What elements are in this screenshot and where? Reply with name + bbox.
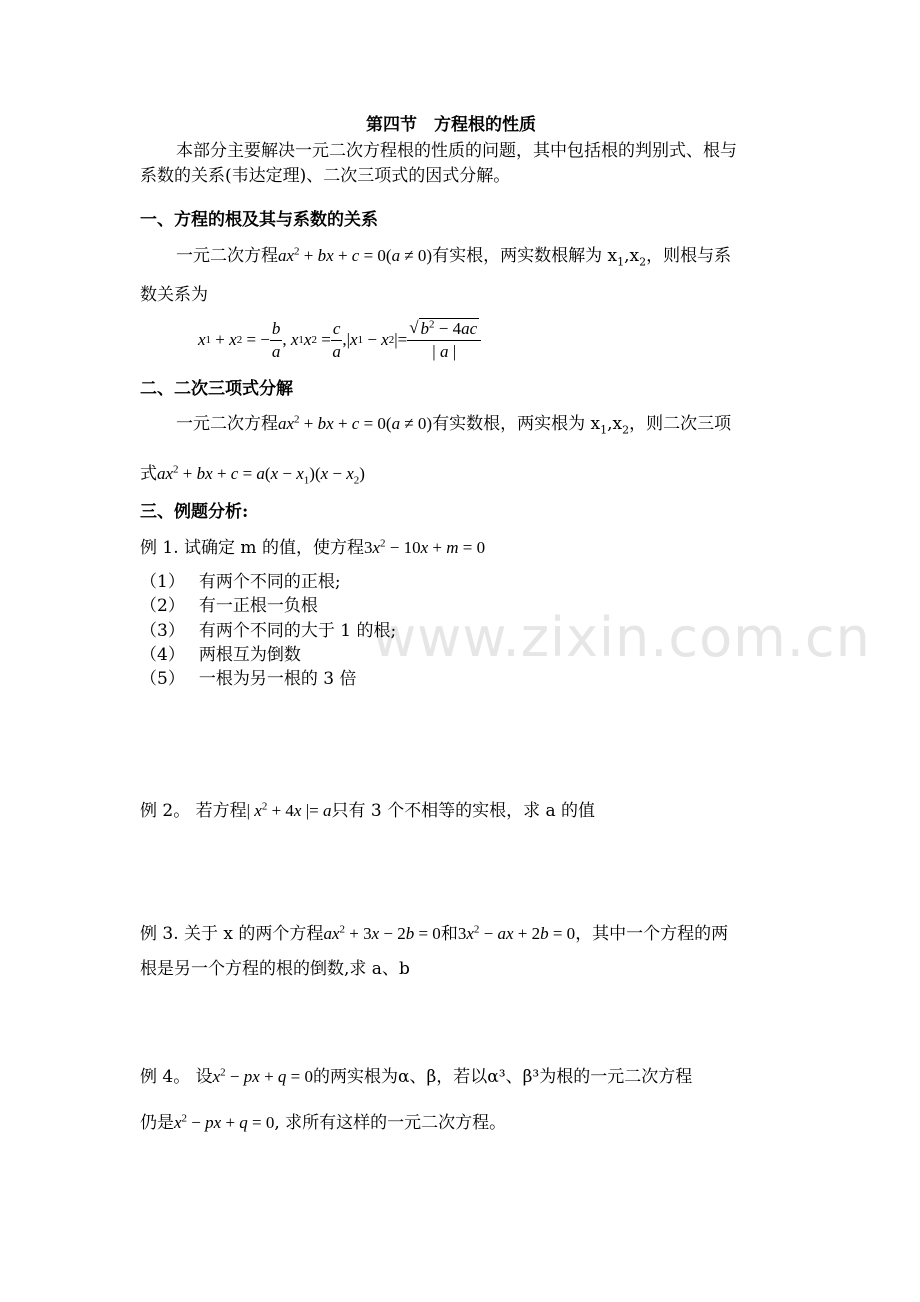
section2-text-b: 有实数根，两实根为 $x_1,x_2$，则二次三项 [432, 414, 732, 437]
factorization-line [140, 463, 365, 485]
section2-text-a: 一元二次方程 [176, 414, 278, 434]
example1-item-3: （3） 有两个不同的大于 1 的根; [140, 621, 397, 641]
example1-text: 例 1. 试确定 m 的值，使方程 [140, 538, 364, 558]
quadratic-equation: $ax^2$ + bx + c = 0(a ≠ 0) [278, 245, 433, 265]
example3-text-d: 根是另一个方程的根的倒数,求 a、b [140, 959, 410, 979]
quadratic-equation-2: $ax^2$ + bx + c = 0(a ≠ 0) [278, 413, 433, 433]
section2-heading: 二、二次三项式分解 [140, 379, 293, 399]
example2-text-a: 例 2。 若方程 [140, 801, 247, 821]
example1-question [140, 537, 485, 559]
example1-item-1: （1） 有两个不同的正根; [140, 572, 341, 592]
example4-equation: $x^2$ − px + q = 0 [212, 1066, 313, 1086]
example3-equation-2: $3x^2$ − ax + 2b = 0 [457, 923, 576, 943]
example4-question [140, 1066, 692, 1088]
example1-equation: $3x^2 - 10x + m = 0$ [363, 537, 486, 557]
section1-text-a: 一元二次方程 [176, 246, 278, 266]
section1-paragraph [176, 245, 731, 267]
example4-text-b: 的两实根为α、β，若以α³、β³为根的一元二次方程 [313, 1067, 693, 1087]
example2-question [140, 800, 595, 822]
section1-heading: 一、方程的根及其与系数的关系 [140, 210, 378, 230]
example3-text-b: 和 [440, 924, 458, 944]
section2-paragraph [176, 413, 731, 435]
section3-heading: 三、例题分析: [140, 502, 249, 522]
example4-equation-repeat: $x^2$ − px + q = 0 [174, 1112, 275, 1132]
example3-question [140, 923, 728, 945]
vieta-formulas: x 1 + x 2 = − $\frac{b}{a}$ , x 1 x 2 = $\frac{c}{a}$ ,| x 1 − x 2 |= √ $b^2 - 4ac$ | a | [198, 318, 481, 362]
example1-item-2: （2） 有一正根一负根 [140, 596, 318, 616]
example3-text-c: ，其中一个方程的两 [575, 924, 729, 944]
example4-text-a: 例 4。 设 [140, 1067, 213, 1087]
example2-text-b: 只有 3 个不相等的实根，求 a 的值 [331, 801, 596, 821]
intro-line-1: 本部分主要解决一元二次方程根的性质的问题，其中包括根的判别式、根与 [176, 141, 737, 161]
section1-text-b: 有实根，两实数根解为 $x_1,x_2$，则根与系 [432, 246, 732, 269]
example4-line-2 [140, 1112, 506, 1134]
factorization-formula: $ax^2$ + bx + $c = a(x - x_1)(x - x_2)$ [157, 463, 365, 487]
watermark: www.zixin.com.cn [372, 606, 871, 669]
example4-text-c: 仍是 [140, 1113, 174, 1133]
intro-line-2: 系数的关系(韦达定理)、二次三项式的因式分解。 [140, 166, 511, 186]
example3-equation-1: $ax^2 + 3x - 2b = 0$ [323, 923, 441, 943]
example1-item-4: （4） 两根互为倒数 [140, 645, 301, 665]
section1-text-d: 数关系为 [140, 285, 208, 305]
example3-text-a: 例 3. 关于 x 的两个方程 [140, 924, 324, 944]
example1-item-5: （5） 一根为另一根的 3 倍 [140, 669, 357, 689]
example4-text-d: , 求所有这样的一元二次方程。 [274, 1113, 507, 1133]
page-title: 第四节 方程根的性质 [366, 115, 536, 135]
example2-equation: | $x^2 + 4x$ |= a [246, 800, 332, 820]
section2-text-d: 式 [140, 464, 157, 484]
